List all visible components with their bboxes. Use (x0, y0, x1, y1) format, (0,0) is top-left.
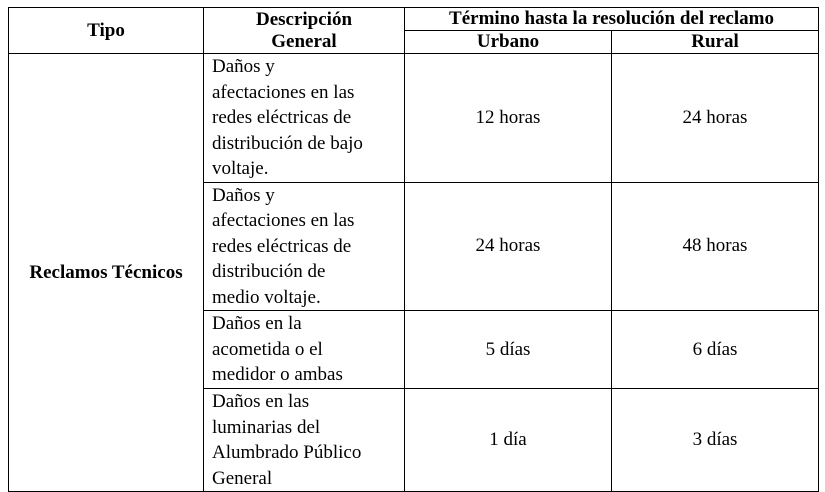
description-line: redes eléctricas de (212, 235, 352, 257)
description-line: Daños y (212, 184, 275, 206)
description-line: voltaje. (212, 158, 269, 179)
header-termino: Término hasta la resolución del reclamo (405, 8, 819, 31)
rural-cell: 24 horas (612, 54, 819, 183)
header-row-1 (9, 8, 819, 31)
description-cell (204, 182, 405, 311)
description-line: Daños en la (212, 313, 302, 335)
description-cell (204, 389, 405, 492)
description-line: afectaciones en las (212, 81, 355, 103)
description-line: medidor o ambas (212, 364, 343, 386)
header-descripcion-line2: General (271, 30, 337, 52)
urbano-cell: 1 día (405, 389, 612, 492)
description-line: luminarias del (212, 416, 321, 438)
table-row (9, 54, 819, 183)
description-line: redes eléctricas de (212, 107, 352, 128)
description-line: General (212, 467, 273, 489)
description-cell (204, 54, 405, 183)
rural-cell: 48 horas (612, 182, 819, 311)
claims-resolution-table (8, 7, 819, 492)
description-cell (204, 311, 405, 389)
urbano-cell: 12 horas (405, 54, 612, 183)
header-tipo: Tipo (9, 8, 204, 54)
description-line: Alumbrado Público (212, 442, 362, 463)
description-line: distribución de bajo (212, 132, 363, 154)
urbano-cell: 5 días (405, 311, 612, 389)
header-urbano: Urbano (405, 31, 612, 54)
tipo-cell: Reclamos Técnicos (9, 54, 204, 492)
rural-cell: 6 días (612, 311, 819, 389)
header-descripcion-line1: Descripción (255, 8, 353, 30)
description-line: acometida o el (212, 338, 323, 360)
urbano-cell: 24 horas (405, 182, 612, 311)
description-line: Daños en las (212, 391, 310, 412)
header-rural: Rural (612, 31, 819, 54)
description-line: distribución de (212, 261, 326, 282)
rural-cell: 3 días (612, 389, 819, 492)
description-line: afectaciones en las (212, 210, 355, 231)
description-line: Daños y (212, 56, 275, 77)
description-line: medio voltaje. (212, 286, 321, 308)
header-descripcion (204, 8, 405, 54)
